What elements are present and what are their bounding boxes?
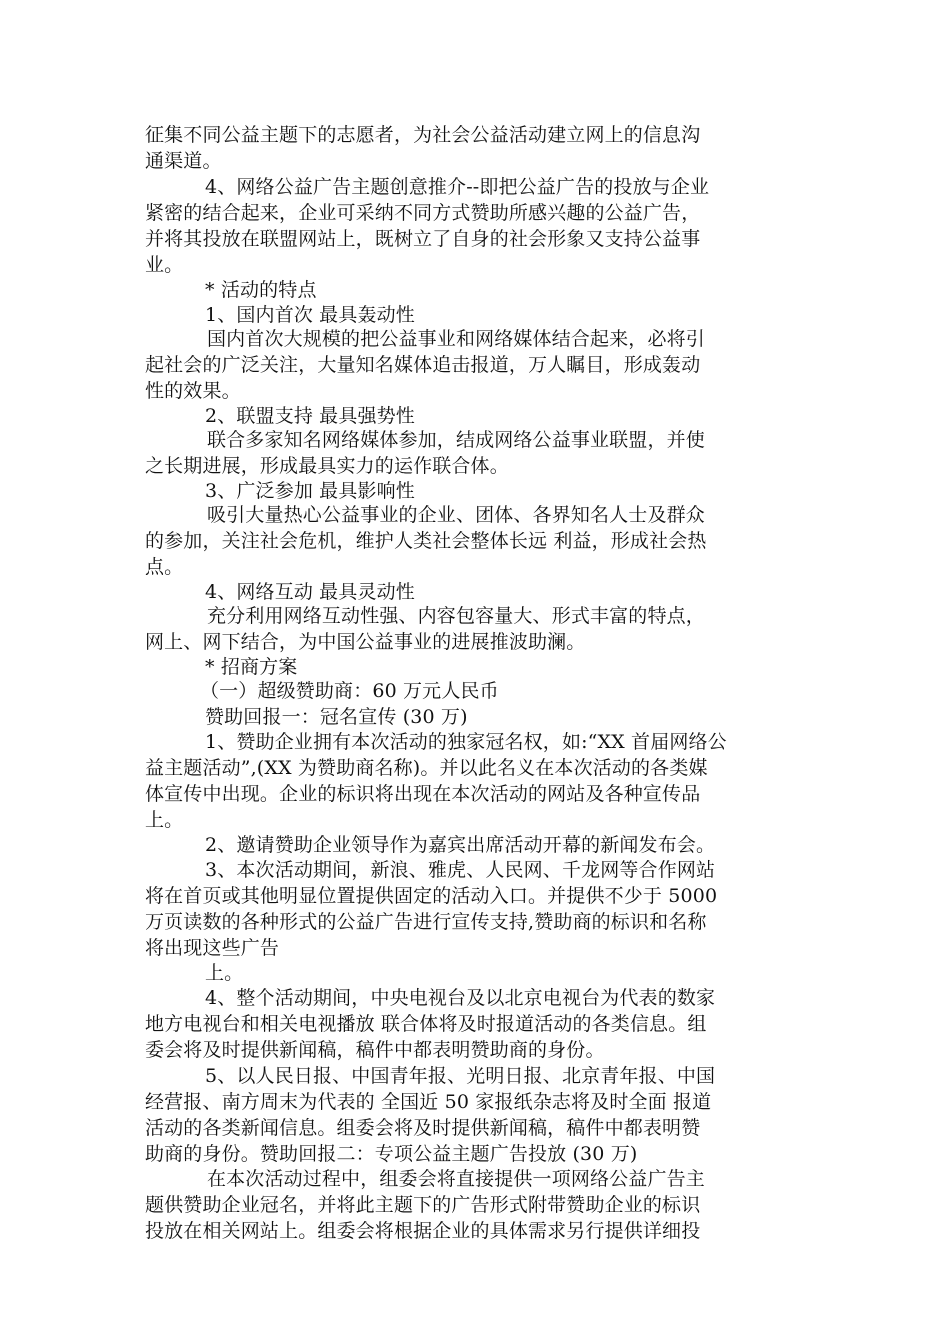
body-text-line: 上。 xyxy=(205,962,244,984)
body-text-line: 将出现这些广告 xyxy=(145,937,280,959)
body-text-line: 地方电视台和相关电视播放 联合体将及时报道活动的各类信息。组 xyxy=(145,1013,707,1035)
body-text-line: 之长期进展，形成最具实力的运作联合体。 xyxy=(145,455,509,477)
subheading: 4、网络互动 最具灵动性 xyxy=(205,581,415,603)
body-text-line: 上。 xyxy=(145,809,184,831)
body-text-line: 联合多家知名网络媒体参加，结成网络公益事业联盟，并使 xyxy=(207,429,705,451)
body-text-line: 征集不同公益主题下的志愿者，为社会公益活动建立网上的信息沟 xyxy=(145,124,701,146)
body-text-line: 紧密的结合起来，企业可采纳不同方式赞助所感兴趣的公益广告， xyxy=(145,202,701,224)
body-text-line: 网上、网下结合，为中国公益事业的进展推波助澜。 xyxy=(145,631,586,653)
body-text-line: 4、网络公益广告主题创意推介--即把公益广告的投放与企业 xyxy=(205,176,710,198)
body-text-line: 委会将及时提供新闻稿，稿件中都表明赞助商的身份。 xyxy=(145,1039,605,1061)
body-text-line: 万页读数的各种形式的公益广告进行宣传支持,赞助商的标识和名称 xyxy=(145,911,707,933)
body-text-line: 吸引大量热心公益事业的企业、团体、各界知名人士及群众 xyxy=(207,504,705,526)
body-text-line: 将在首页或其他明显位置提供固定的活动入口。并提供不少于 5000 xyxy=(145,885,718,907)
body-text-line: 投放在相关网站上。组委会将根据企业的具体需求另行提供详细投 xyxy=(145,1220,701,1242)
body-text-line: 活动的各类新闻信息。组委会将及时提供新闻稿，稿件中都表明赞 xyxy=(145,1117,701,1139)
subheading: （一）超级赞助商：60 万元人民币 xyxy=(200,680,499,702)
body-text-line: 题供赞助企业冠名，并将此主题下的广告形式附带赞助企业的标识 xyxy=(145,1194,701,1216)
body-text-line: 在本次活动过程中，组委会将直接提供一项网络公益广告主 xyxy=(207,1168,705,1190)
body-text-line: 起社会的广泛关注，大量知名媒体追击报道，万人瞩目，形成轰动 xyxy=(145,354,701,376)
body-text-line: 并将其投放在联盟网站上，既树立了自身的社会形象又支持公益事 xyxy=(145,228,701,250)
body-text-line: 4、整个活动期间，中央电视台及以北京电视台为代表的数家 xyxy=(205,987,716,1009)
body-text-line: 点。 xyxy=(145,556,184,578)
subheading: 2、联盟支持 最具强势性 xyxy=(205,405,415,427)
body-text-line: 国内首次大规模的把公益事业和网络媒体结合起来，必将引 xyxy=(207,328,705,350)
section-heading: * 活动的特点 xyxy=(205,279,317,301)
body-text-line: 助商的身份。赞助回报二：专项公益主题广告投放 (30 万) xyxy=(145,1143,638,1165)
subheading: 1、国内首次 最具轰动性 xyxy=(205,304,415,326)
body-text-line: 体宣传中出现。企业的标识将出现在本次活动的网站及各种宣传品 xyxy=(145,783,701,805)
section-heading: * 招商方案 xyxy=(205,656,298,678)
body-text-line: 1、赞助企业拥有本次活动的独家冠名权，如:“XX 首届网络公 xyxy=(205,731,727,753)
body-text-line: 性的效果。 xyxy=(145,380,241,402)
subheading: 赞助回报一：冠名宣传 (30 万) xyxy=(205,706,468,728)
body-text-line: 3、本次活动期间，新浪、雅虎、人民网、千龙网等合作网站 xyxy=(205,859,716,881)
body-text-line: 2、邀请赞助企业领导作为嘉宾出席活动开幕的新闻发布会。 xyxy=(205,834,716,856)
body-text-line: 经营报、南方周末为代表的 全国近 50 家报纸杂志将及时全面 报道 xyxy=(145,1091,712,1113)
body-text-line: 业。 xyxy=(145,254,184,276)
body-text-line: 充分利用网络互动性强、内容包容量大、形式丰富的特点， xyxy=(207,605,705,627)
body-text-line: 的参加，关注社会危机，维护人类社会整体长远 利益，形成社会热 xyxy=(145,530,707,552)
body-text-line: 益主题活动”,(XX 为赞助商名称)。并以此名义在本次活动的各类媒 xyxy=(145,757,708,779)
body-text-line: 通渠道。 xyxy=(145,150,222,172)
body-text-line: 5、以人民日报、中国青年报、光明日报、北京青年报、中国 xyxy=(205,1065,716,1087)
subheading: 3、广泛参加 最具影响性 xyxy=(205,480,415,502)
